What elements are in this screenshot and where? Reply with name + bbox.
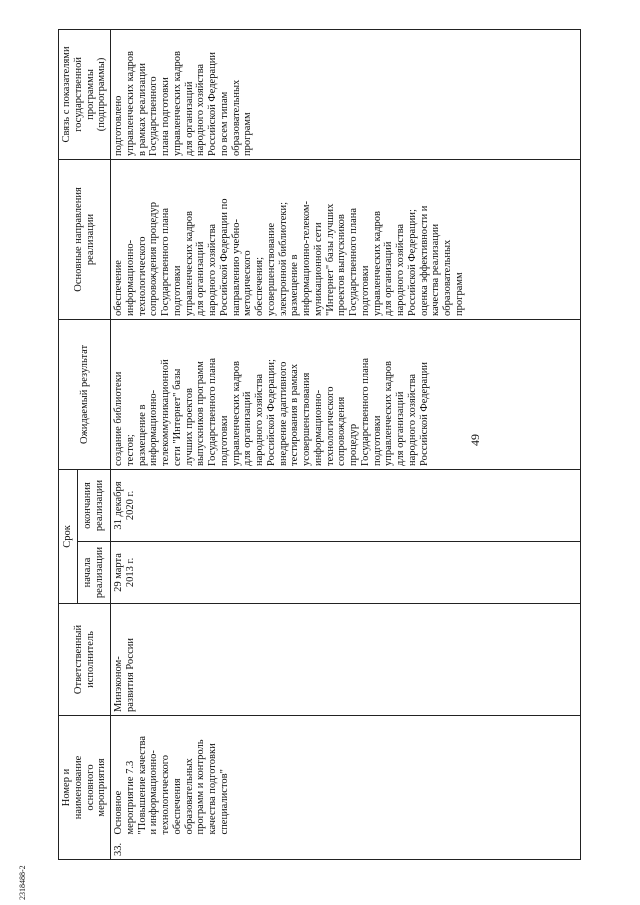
row-directions: обеспечение информационно- технологического сопровождения процедур Государственного плана подготовки управленческих кадров для организаций народного хозяйства Российской Федерации по направлению учебно- методического обеспечения; усовершенствование электронной библиотеки; размещение в информационно-телеком- муникационной сети "Интернет" базы лучших проектов выпускников Государственного плана подготовки управленческих кадров для организаций народного хозяйства Российской Федерации; оценка эффективности и качества реализации образовательных программ [111,159,581,319]
row-responsible: Минэконом- развития России [111,603,581,715]
row-result: создание библиотеки тестов; размещение в информационно- телекоммуникационной сети "Интернет" базы лучших проектов выпускников программ Государственного плана подготовки управленческих кадров для организаций народного хозяйства Российской Федерации; внедрение адаптивного тестирования в рамках усовершенствования информационно- технологического сопровождения процедур Государственного плана подготовки управленческих кадров для организаций народного хозяйства Российской Федерации [111,319,581,469]
row-end: 31 декабря 2020 г. [111,469,581,541]
table-row [111,29,581,859]
header-responsible: Ответственный исполнитель [59,603,111,715]
header-term: Срок [59,469,78,603]
row-start: 29 марта 2013 г. [111,541,581,603]
header-number-name: Номер и наименование основного мероприятия [59,715,111,859]
document-code: 2318488-2 [18,865,27,900]
rotated-table-container [58,30,618,860]
row-number: 33. [111,838,581,860]
row-name: Основное мероприятие 7.3 "Повышение качества и информационно- технологического обеспечения образовательных программ и контроль качества подготовки специалистов" [111,715,581,837]
page-number: 49 [468,434,482,446]
header-directions: Основные направления реализации [59,159,111,319]
header-result: Ожидаемый результат [59,319,111,469]
header-link: Связь с показателями государственной программы (подпрограммы) [59,29,111,159]
header-term-end: окончания реализации [78,469,111,541]
program-table [58,29,581,860]
row-link: подготовлено управленческих кадров в рамках реализации Государственного плана подготовки управленческих кадров для организаций народного хозяйства Российской Федерации по всем типам образовательных программ [111,29,581,159]
header-term-start: начала реализации [78,541,111,603]
header-row [59,29,78,859]
